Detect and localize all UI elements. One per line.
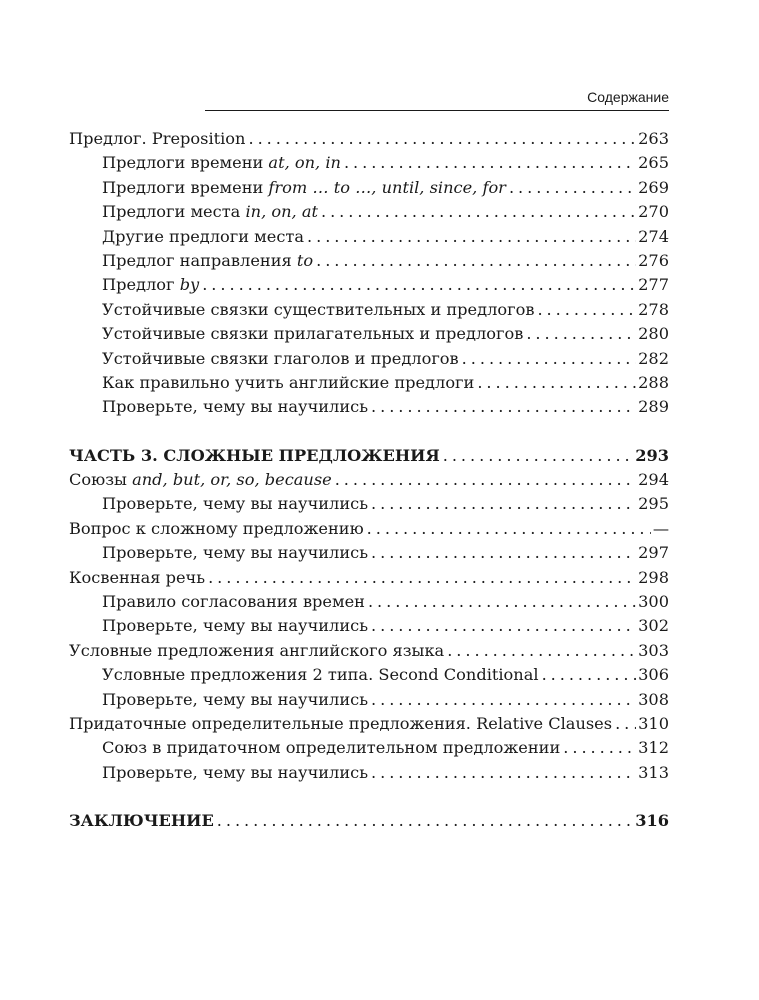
toc-entry-title-text: Проверьте, чему вы научились [102,762,369,782]
toc-dot-leader [509,176,636,200]
toc-page-number: 308 [638,689,669,709]
toc-dot-leader [335,468,636,492]
toc-dot-leader [615,712,636,736]
toc-entry [69,517,669,541]
toc-dot-leader [368,590,636,614]
toc-entry-title-text: Другие предлоги места [102,226,305,246]
toc-entry-title [102,371,477,395]
toc-entry [69,712,669,736]
toc-entry [69,225,669,249]
toc-entry-title [102,347,462,371]
toc-entry-title [102,249,316,273]
toc-entry-title [102,663,542,687]
toc-entry-title-text: Проверьте, чему вы научились [102,494,369,514]
toc-entry-title-text: Предлог направления [102,250,297,270]
toc-dot-leader [371,614,636,638]
toc-entry [69,151,669,175]
toc-dot-leader [537,298,636,322]
toc-page-number: 263 [638,129,669,148]
toc-dot-leader [542,663,637,687]
toc-entry-title-text: ЧАСТЬ 3. СЛОЖНЫЕ ПРЕДЛОЖЕНИЯ [69,445,440,465]
toc-page-number: 277 [638,275,669,295]
toc-entry [69,127,669,151]
toc-entry-title-text: ЗАКЛЮЧЕНИЕ [69,811,214,831]
toc-dot-leader [316,249,636,273]
toc-entry [69,688,669,712]
toc-dot-leader [367,517,651,541]
toc-page-number: 289 [638,397,669,417]
toc-page-number: 313 [638,762,669,782]
toc-entry-title [102,492,371,516]
toc-entry-title [102,761,371,785]
toc-entry-title [102,395,371,419]
toc-entry [69,444,669,468]
running-head-title: Содержание [587,89,669,105]
toc-entry [69,736,669,760]
toc-entry-title-text: Придаточные определительные предложения. Relative Clauses [69,713,613,733]
toc-dot-leader [248,127,636,151]
toc-entry-title-text: Правило согласования времен [102,592,365,612]
toc-entry-title [102,298,537,322]
toc-entry [69,395,669,419]
toc-entry [69,492,669,516]
toc-entry-title [102,151,344,175]
toc-dot-leader [371,492,636,516]
toc-entry [69,614,669,638]
toc-entry [69,663,669,687]
toc-page-number: 303 [638,640,669,660]
toc-entry-title [102,322,526,346]
toc-page-number: 306 [638,665,669,685]
toc-entry-title [102,688,371,712]
toc-entry [69,590,669,614]
toc-entry-title [102,200,321,224]
toc-entry-title-italic: from … to …, until, since, for [268,177,506,197]
toc-dot-leader [217,809,633,833]
toc-page-number: 293 [635,445,669,465]
toc-page-number: 316 [635,811,669,831]
toc-entry-title-italic: in, on, at [245,202,318,222]
toc-entry-title-text: Вопрос к сложному предложению [69,518,364,538]
toc-page-number: 294 [638,470,669,490]
toc-dot-leader [526,322,636,346]
toc-dot-leader [307,225,636,249]
toc-entry [69,566,669,590]
toc-entry-title-text: Предлог [102,275,180,295]
toc-entry [69,322,669,346]
toc-entry-title [102,736,563,760]
toc-entry-title [102,225,307,249]
toc-entry-title [69,444,443,468]
toc-entry-title [69,468,335,492]
toc-entry-title-text: Устойчивые связки прилагательных и предлогов [102,324,524,344]
toc-entry-title [102,614,371,638]
table-of-contents [69,127,669,834]
toc-dot-leader [371,761,636,785]
running-head [205,88,669,111]
toc-entry-title [69,639,447,663]
toc-entry [69,249,669,273]
toc-dot-leader [208,566,636,590]
toc-entry-title-text: Союзы [69,470,133,490]
toc-page-number: 302 [638,616,669,636]
toc-entry [69,273,669,297]
toc-page-number: 269 [638,177,669,197]
toc-entry-title-text: Устойчивые связки глаголов и предлогов [102,348,459,368]
toc-dot-leader [202,273,636,297]
toc-dot-leader [443,444,633,468]
toc-entry-title-text: Предлоги места [102,202,246,222]
toc-entry-title-italic: to [296,250,314,270]
toc-entry-title-text: Союз в придаточном определительном предложении [102,738,561,758]
toc-page-number: 288 [638,372,669,392]
toc-dot-leader [462,347,636,371]
toc-page-number: 298 [638,567,669,587]
toc-entry [69,200,669,224]
toc-entry-title-text: Проверьте, чему вы научились [102,397,369,417]
toc-entry [69,639,669,663]
toc-page-number: 310 [638,713,669,733]
toc-dot-leader [371,541,636,565]
toc-entry-title-text: Предлог. Preposition [69,129,246,148]
toc-entry-title-italic: by [179,275,200,295]
toc-dot-leader [321,200,636,224]
toc-entry [69,541,669,565]
toc-page-number: 274 [638,226,669,246]
toc-page-number: 278 [638,299,669,319]
toc-entry [69,809,669,833]
toc-entry-title-text: Предлоги времени [102,177,269,197]
toc-page-number: 282 [638,348,669,368]
toc-page-number: 276 [638,250,669,270]
toc-entry [69,761,669,785]
toc-entry-title-text: Проверьте, чему вы научились [102,616,369,636]
toc-entry-title-text: Проверьте, чему вы научились [102,543,369,563]
toc-dot-leader [447,639,636,663]
toc-page-number: 270 [638,202,669,222]
toc-entry-title [102,590,368,614]
toc-dot-leader [371,688,636,712]
toc-entry-title-text: Предлоги времени [102,153,269,173]
toc-entry-title [102,273,202,297]
toc-entry-title-text: Проверьте, чему вы научились [102,689,369,709]
toc-entry-title [69,712,615,736]
toc-entry-title [69,517,367,541]
toc-entry [69,298,669,322]
toc-page-number: 297 [638,543,669,563]
toc-entry-title-text: Условные предложения английского языка [69,640,445,660]
toc-entry [69,468,669,492]
toc-entry-title [69,566,208,590]
toc-entry-title-text: Условные предложения 2 типа. Second Conditional [102,665,539,685]
toc-page-number: 280 [638,324,669,344]
toc-entry-title [102,176,509,200]
toc-page-number: 265 [638,153,669,173]
toc-entry-title-text: Косвенная речь [69,567,206,587]
toc-entry [69,371,669,395]
toc-dot-leader [563,736,636,760]
toc-dot-leader [344,151,636,175]
toc-page-number: 295 [638,494,669,514]
toc-entry [69,176,669,200]
toc-page-number: 312 [638,738,669,758]
toc-page-number: — [652,518,669,538]
toc-entry-title [69,809,217,833]
toc-entry-title [102,541,371,565]
toc-entry-title-text: Как правильно учить английские предлоги [102,372,475,392]
toc-entry-title-text: Устойчивые связки существительных и предлогов [102,299,535,319]
toc-dot-leader [477,371,636,395]
toc-entry-title-italic: at, on, in [268,153,341,173]
toc-entry-title-italic: and, but, or, so, because [132,470,332,490]
toc-entry [69,347,669,371]
toc-dot-leader [371,395,636,419]
toc-page-number: 300 [638,592,669,612]
toc-entry-title [69,127,248,151]
